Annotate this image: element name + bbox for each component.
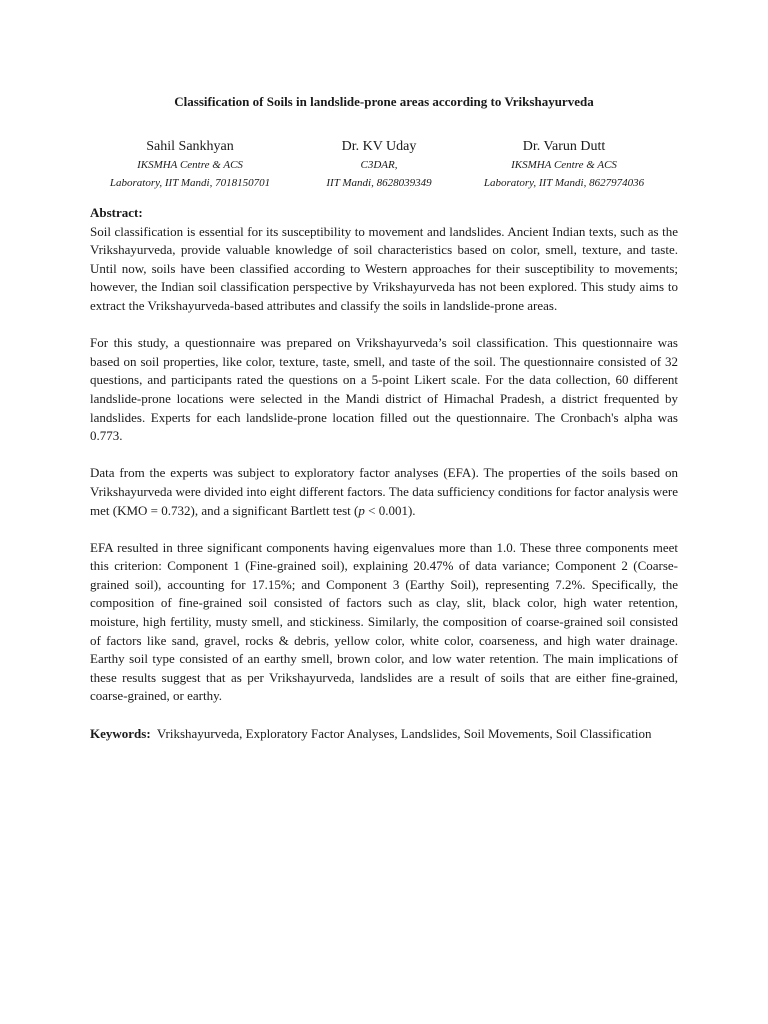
keywords-label: Keywords:	[90, 725, 151, 741]
author-affiliation-contact: IIT Mandi, 8628039349	[326, 177, 432, 189]
abstract-paragraph-3-tail: < 0.001).	[364, 502, 416, 518]
author-block	[0, 138, 768, 198]
p-value-symbol: p	[358, 502, 365, 518]
paper-title: Classification of Soils in landslide-prone areas according to Vrikshayurveda	[174, 94, 594, 109]
author-name: Dr. Varun Dutt	[522, 139, 606, 154]
author-affiliation-contact: Laboratory, IIT Mandi, 8627974036	[483, 177, 645, 189]
abstract-paragraph-2: For this study, a questionnaire was prepared on Vrikshayurveda’s soil classification. This questionnaire was based on soil properties, like color, texture, taste, smell, and taste of the soil. The questionnaire consisted of 32 questions, and participants rated the questions on a 5-point Likert scale. For the data collection, 60 different landslide-prone locations were selected in the Mandi district of Himachal Pradesh, a district frequented by landslides. Experts for each landslide-prone location filled out the questionnaire. The Cronbach's alpha was 0.773.	[90, 335, 678, 444]
author-affiliation: IKSMHA Centre & ACS	[511, 159, 617, 171]
abstract-paragraph-1	[90, 204, 678, 316]
author-name: Dr. KV Uday	[341, 139, 417, 154]
abstract-heading: Abstract:	[90, 205, 143, 220]
abstract-body	[90, 204, 678, 762]
author-affiliation-contact: Laboratory, IIT Mandi, 7018150701	[109, 177, 271, 189]
author-name: Sahil Sankhyan	[146, 139, 234, 154]
abstract-paragraph-4: EFA resulted in three significant components having eigenvalues more than 1.0. These three components meet this criterion: Component 1 (Fine-grained soil), explaining 20.47% of data variance; Component 2 (Coarse-grained soil), accounting for 17.15%; and Component 3 (Earthy Soil), representing 7.2%. Specifically, the composition of fine-grained soil consisted of factors such as clay, slit, black color, high water retention, moisture, high fertility, musty smell, and stickiness. Similarly, the composition of coarse-grained soil consisted of factors like sand, gravel, rocks & debris, yellow color, white color, coarseness, and high water drainage. Earthy soil type consisted of an earthy smell, brown color, and low water retention. The main implications of these results suggest that as per Vrikshayurveda, landslides are a result of soils that are either fine-grained, coarse-grained, or earthy.	[90, 539, 678, 704]
abstract-paragraph-3	[90, 464, 678, 520]
abstract-paragraph-1-text: Soil classification is essential for its susceptibility to movement and landslides. Ancient Indian texts, such as the Vrikshayurveda, provide valuable knowledge of soil characteristics based on color, smell, texture, and taste. Until now, soils have been classified according to Western approaches for their susceptibility to movements; however, the Indian soil classification perspective by Vrikshayurveda has not been explored. This study aims to extract the Vrikshayurveda-based attributes and classify the soils in landslide-prone areas.	[90, 223, 678, 313]
author-3	[454, 138, 674, 192]
author-affiliation: IKSMHA Centre & ACS	[137, 159, 243, 171]
abstract-paragraph-3-text: Data from the experts was subject to exploratory factor analyses (EFA). The properties of the soils based on Vrikshayurveda were divided into eight different factors. The data sufficiency conditions for factor analysis were met (KMO = 0.732), and a significant Bartlett test (	[90, 465, 678, 518]
author-1	[80, 138, 300, 192]
author-affiliation: C3DAR,	[360, 159, 398, 171]
keywords-text: Vrikshayurveda, Exploratory Factor Analyses, Landslides, Soil Movements, Soil Classification	[150, 725, 652, 741]
keywords-line	[90, 725, 678, 744]
